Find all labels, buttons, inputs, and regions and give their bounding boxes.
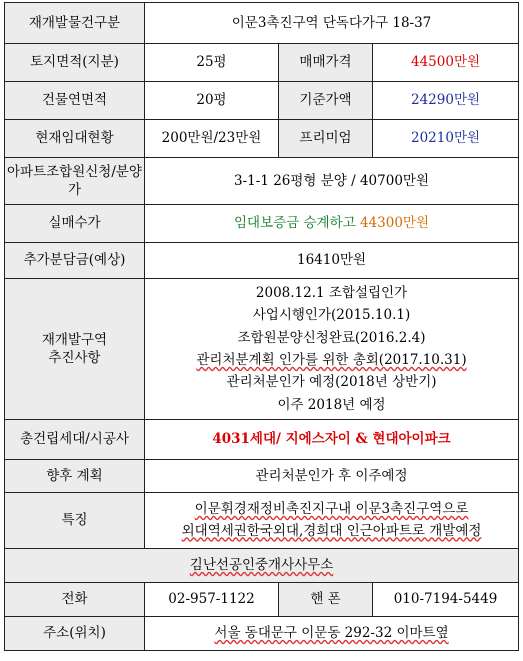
real-invest-note: 임대보증금 승계하고 (234, 215, 360, 232)
row-category (5, 3, 519, 44)
households-label: 총건립세대/시공사 (5, 420, 145, 460)
extra-cost-label: 추가분담금(예상) (5, 243, 145, 279)
address-label: 주소(위치) (5, 617, 145, 651)
plan-value: 관리처분인가 후 이주예정 (145, 460, 519, 493)
row-progress (5, 279, 519, 420)
row-contact (5, 583, 519, 617)
category-value: 이문3촉진구역 단독다가구 18-37 (145, 3, 519, 44)
row-extra-cost (5, 243, 519, 279)
property-sheet (4, 2, 519, 651)
feature-line-1: 이문휘경재정비촉진지구내 이문3촉진구역으로 (194, 500, 469, 517)
price-label: 매매가격 (279, 44, 373, 82)
progress-line-5: 관리처분인가 예정(2018년 상반기) (226, 374, 437, 391)
row-address (5, 617, 519, 651)
building-area-value: 20평 (145, 82, 279, 120)
agency-name: 김난선공인중개사사무소 (5, 549, 519, 583)
row-households (5, 420, 519, 460)
row-real-invest (5, 205, 519, 243)
premium-value: 20210만원 (373, 120, 519, 158)
row-building-area (5, 82, 519, 120)
row-land-area (5, 44, 519, 82)
progress-line-2: 사업시행인가(2015.10.1) (252, 307, 411, 324)
price-value: 44500만원 (373, 44, 519, 82)
base-price-label: 기준가액 (279, 82, 373, 120)
feature-value (145, 493, 519, 549)
extra-cost-value: 16410만원 (145, 243, 519, 279)
address-value: 서울 동대문구 이문동 292-32 이마트옆 (145, 617, 519, 651)
rent-label: 현재임대현황 (5, 120, 145, 158)
progress-line-3: 조합원분양신청완료(2016.2.4) (237, 329, 426, 346)
row-rent (5, 120, 519, 158)
row-agency (5, 549, 519, 583)
progress-line-1: 2008.12.1 조합설립인가 (255, 285, 408, 302)
building-area-label: 건물연면적 (5, 82, 145, 120)
apply-value: 3-1-1 26평형 분양 / 40700만원 (145, 158, 519, 205)
land-area-value: 25평 (145, 44, 279, 82)
progress-value (145, 279, 519, 420)
progress-line-4: 관리처분계획 인가를 위한 총회(2017.10.31) (196, 352, 467, 368)
row-apply (5, 158, 519, 205)
real-invest-label: 실매수가 (5, 205, 145, 243)
row-plan (5, 460, 519, 493)
plan-label: 향후 계획 (5, 460, 145, 493)
phone-value: 02-957-1122 (145, 583, 279, 617)
phone-label: 전화 (5, 583, 145, 617)
real-invest-amount: 44300만원 (359, 215, 429, 232)
property-table (4, 2, 519, 651)
feature-label: 특징 (5, 493, 145, 549)
progress-label-line-2: 추진사항 (48, 350, 101, 366)
households-value: 4031세대/ 지에스자이 & 현대아이파크 (145, 420, 519, 460)
land-area-label: 토지면적(지분) (5, 44, 145, 82)
progress-label-line-1: 재개발구역 (41, 331, 108, 348)
category-label: 재개발물건구분 (5, 3, 145, 44)
progress-line-6: 이주 2018년 예정 (277, 396, 386, 413)
feature-line-2: 외대역세권한국외대,경희대 인근아파트로 개발예정 (181, 522, 482, 539)
premium-label: 프리미엄 (279, 120, 373, 158)
apply-label: 아파트조합원신청/분양가 (5, 158, 145, 205)
progress-label (5, 279, 145, 420)
base-price-value: 24290만원 (373, 82, 519, 120)
mobile-label: 핸 폰 (279, 583, 373, 617)
real-invest-value (145, 205, 519, 243)
rent-value: 200만원/23만원 (145, 120, 279, 158)
mobile-value: 010-7194-5449 (373, 583, 519, 617)
row-feature (5, 493, 519, 549)
